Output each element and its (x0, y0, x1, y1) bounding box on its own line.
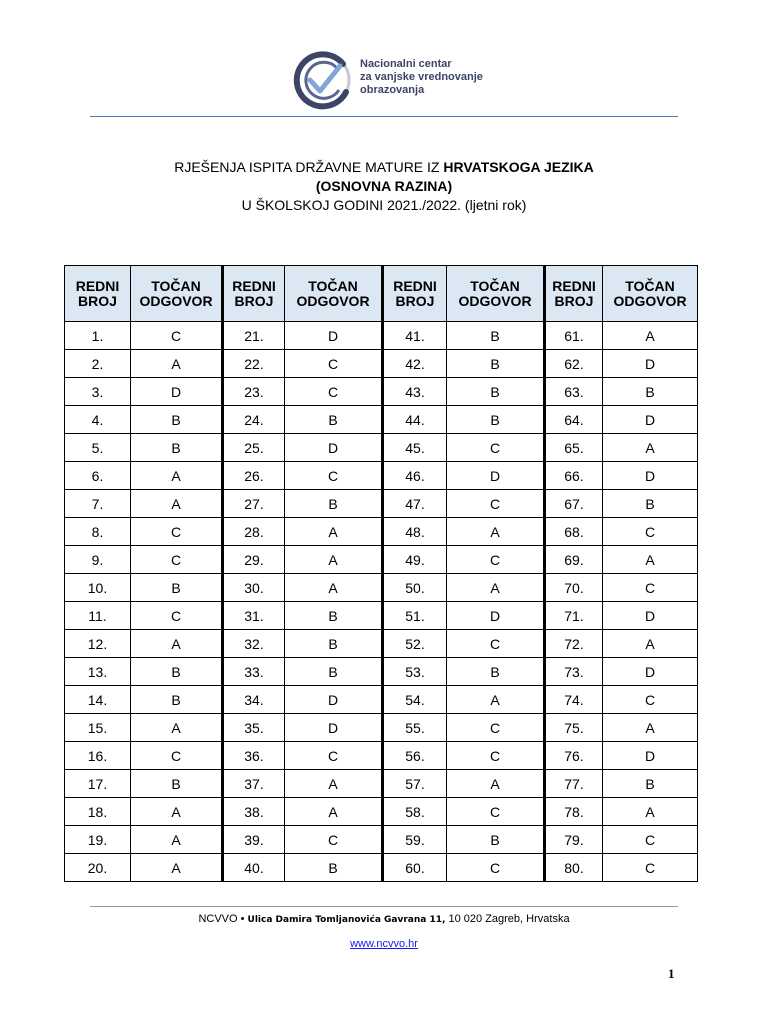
correct-answer-cell: A (447, 518, 545, 546)
correct-answer-cell: C (603, 686, 698, 714)
question-number-cell: 39. (223, 826, 285, 854)
correct-answer-cell: C (285, 826, 383, 854)
correct-answer-cell: D (285, 322, 383, 350)
question-number-cell: 14. (65, 686, 131, 714)
column-header-answer: TOČAN ODGOVOR (603, 266, 698, 322)
correct-answer-cell: A (131, 854, 223, 882)
table-row (65, 378, 698, 406)
question-number-cell: 76. (545, 742, 603, 770)
question-number-cell: 34. (223, 686, 285, 714)
question-number-cell: 33. (223, 658, 285, 686)
table-row (65, 490, 698, 518)
question-number-cell: 36. (223, 742, 285, 770)
title-line-2: (OSNOVNA RAZINA) (315, 178, 453, 194)
table-row (65, 546, 698, 574)
correct-answer-cell: C (285, 378, 383, 406)
header-divider (90, 116, 678, 117)
correct-answer-cell: B (285, 602, 383, 630)
correct-answer-cell: B (285, 854, 383, 882)
correct-answer-cell: D (285, 434, 383, 462)
correct-answer-cell: B (131, 574, 223, 602)
correct-answer-cell: D (447, 602, 545, 630)
table-row (65, 518, 698, 546)
correct-answer-cell: C (603, 854, 698, 882)
correct-answer-cell: D (603, 350, 698, 378)
footer-org: NCVVO (198, 913, 238, 925)
correct-answer-cell: B (285, 490, 383, 518)
question-number-cell: 20. (65, 854, 131, 882)
correct-answer-cell: C (285, 462, 383, 490)
correct-answer-cell: C (131, 518, 223, 546)
question-number-cell: 57. (383, 770, 447, 798)
correct-answer-cell: A (603, 714, 698, 742)
column-header-number: REDNI BROJ (223, 266, 285, 322)
correct-answer-cell: B (131, 406, 223, 434)
question-number-cell: 6. (65, 462, 131, 490)
question-number-cell: 16. (65, 742, 131, 770)
correct-answer-cell: D (285, 686, 383, 714)
correct-answer-cell: A (447, 574, 545, 602)
correct-answer-cell: A (603, 434, 698, 462)
question-number-cell: 67. (545, 490, 603, 518)
correct-answer-cell: B (285, 406, 383, 434)
question-number-cell: 35. (223, 714, 285, 742)
correct-answer-cell: B (285, 630, 383, 658)
correct-answer-cell: B (603, 378, 698, 406)
correct-answer-cell: D (603, 658, 698, 686)
logo-wordmark (360, 58, 483, 97)
correct-answer-cell: A (131, 714, 223, 742)
correct-answer-cell: C (447, 854, 545, 882)
correct-answer-cell: A (131, 630, 223, 658)
question-number-cell: 10. (65, 574, 131, 602)
column-header-number: REDNI BROJ (65, 266, 131, 322)
question-number-cell: 53. (383, 658, 447, 686)
correct-answer-cell: C (131, 546, 223, 574)
correct-answer-cell: B (131, 658, 223, 686)
question-number-cell: 41. (383, 322, 447, 350)
question-number-cell: 40. (223, 854, 285, 882)
correct-answer-cell: B (131, 686, 223, 714)
question-number-cell: 22. (223, 350, 285, 378)
correct-answer-cell: B (603, 490, 698, 518)
table-header-row (65, 266, 698, 322)
title-line-1 (0, 158, 768, 177)
column-header-answer: TOČAN ODGOVOR (285, 266, 383, 322)
question-number-cell: 75. (545, 714, 603, 742)
correct-answer-cell: A (131, 490, 223, 518)
correct-answer-cell: C (447, 546, 545, 574)
question-number-cell: 5. (65, 434, 131, 462)
correct-answer-cell: B (447, 378, 545, 406)
question-number-cell: 25. (223, 434, 285, 462)
footer-address (0, 913, 768, 925)
correct-answer-cell: C (447, 714, 545, 742)
website-link[interactable]: www.ncvvo.hr (350, 938, 418, 950)
correct-answer-cell: C (603, 518, 698, 546)
table-row (65, 826, 698, 854)
correct-answer-cell: D (603, 462, 698, 490)
table-row (65, 798, 698, 826)
column-header-number: REDNI BROJ (545, 266, 603, 322)
question-number-cell: 61. (545, 322, 603, 350)
correct-answer-cell: C (447, 742, 545, 770)
column-header-number: REDNI BROJ (383, 266, 447, 322)
correct-answer-cell: A (603, 630, 698, 658)
question-number-cell: 15. (65, 714, 131, 742)
answer-key-table (64, 265, 698, 882)
question-number-cell: 37. (223, 770, 285, 798)
correct-answer-cell: C (447, 434, 545, 462)
question-number-cell: 65. (545, 434, 603, 462)
correct-answer-cell: C (285, 742, 383, 770)
ncvvo-logo-mark-icon (290, 48, 356, 112)
question-number-cell: 1. (65, 322, 131, 350)
question-number-cell: 18. (65, 798, 131, 826)
question-number-cell: 38. (223, 798, 285, 826)
table-row (65, 658, 698, 686)
correct-answer-cell: D (447, 462, 545, 490)
correct-answer-cell: D (131, 378, 223, 406)
correct-answer-cell: C (603, 826, 698, 854)
table-row (65, 350, 698, 378)
correct-answer-cell: A (603, 322, 698, 350)
correct-answer-cell: A (131, 462, 223, 490)
correct-answer-cell: A (285, 546, 383, 574)
correct-answer-cell: B (447, 826, 545, 854)
question-number-cell: 3. (65, 378, 131, 406)
question-number-cell: 70. (545, 574, 603, 602)
correct-answer-cell: B (285, 658, 383, 686)
question-number-cell: 19. (65, 826, 131, 854)
table-row (65, 770, 698, 798)
table-row (65, 742, 698, 770)
question-number-cell: 49. (383, 546, 447, 574)
correct-answer-cell: C (447, 630, 545, 658)
correct-answer-cell: B (131, 770, 223, 798)
correct-answer-cell: D (603, 602, 698, 630)
question-number-cell: 59. (383, 826, 447, 854)
table-row (65, 630, 698, 658)
question-number-cell: 72. (545, 630, 603, 658)
table-row (65, 686, 698, 714)
question-number-cell: 4. (65, 406, 131, 434)
column-header-answer: TOČAN ODGOVOR (447, 266, 545, 322)
question-number-cell: 62. (545, 350, 603, 378)
correct-answer-cell: A (447, 686, 545, 714)
question-number-cell: 73. (545, 658, 603, 686)
correct-answer-cell: B (447, 322, 545, 350)
question-number-cell: 58. (383, 798, 447, 826)
question-number-cell: 52. (383, 630, 447, 658)
correct-answer-cell: B (447, 350, 545, 378)
correct-answer-cell: A (131, 350, 223, 378)
title-line-3: U ŠKOLSKOJ GODINI 2021./2022. (ljetni rok) (241, 197, 527, 213)
question-number-cell: 7. (65, 490, 131, 518)
title-subject: HRVATSKOGA JEZIKA (443, 159, 594, 175)
question-number-cell: 78. (545, 798, 603, 826)
question-number-cell: 54. (383, 686, 447, 714)
correct-answer-cell: A (603, 546, 698, 574)
table-row (65, 434, 698, 462)
question-number-cell: 66. (545, 462, 603, 490)
question-number-cell: 12. (65, 630, 131, 658)
correct-answer-cell: A (447, 770, 545, 798)
correct-answer-cell: A (131, 798, 223, 826)
question-number-cell: 43. (383, 378, 447, 406)
logo-line-3: obrazovanja (360, 84, 425, 96)
correct-answer-cell: A (285, 574, 383, 602)
question-number-cell: 60. (383, 854, 447, 882)
table-row (65, 574, 698, 602)
question-number-cell: 77. (545, 770, 603, 798)
question-number-cell: 29. (223, 546, 285, 574)
question-number-cell: 44. (383, 406, 447, 434)
answer-key-body (65, 322, 698, 882)
question-number-cell: 45. (383, 434, 447, 462)
correct-answer-cell: A (285, 518, 383, 546)
correct-answer-cell: B (447, 658, 545, 686)
correct-answer-cell: D (603, 406, 698, 434)
question-number-cell: 74. (545, 686, 603, 714)
correct-answer-cell: C (131, 742, 223, 770)
question-number-cell: 17. (65, 770, 131, 798)
footer-street: Ulica Damira Tomljanovića Gavrana 11, (247, 915, 446, 925)
question-number-cell: 11. (65, 602, 131, 630)
question-number-cell: 13. (65, 658, 131, 686)
ncvvo-logo (290, 48, 490, 112)
logo-line-1: Nacionalni centar (360, 58, 452, 70)
correct-answer-cell: B (131, 434, 223, 462)
page-number: 1 (668, 966, 675, 981)
document-title (0, 158, 768, 215)
question-number-cell: 28. (223, 518, 285, 546)
footer-city: 10 020 Zagreb, Hrvatska (445, 913, 570, 925)
question-number-cell: 32. (223, 630, 285, 658)
question-number-cell: 63. (545, 378, 603, 406)
question-number-cell: 30. (223, 574, 285, 602)
question-number-cell: 68. (545, 518, 603, 546)
correct-answer-cell: A (285, 770, 383, 798)
question-number-cell: 21. (223, 322, 285, 350)
question-number-cell: 2. (65, 350, 131, 378)
table-row (65, 714, 698, 742)
question-number-cell: 47. (383, 490, 447, 518)
question-number-cell: 42. (383, 350, 447, 378)
question-number-cell: 26. (223, 462, 285, 490)
question-number-cell: 46. (383, 462, 447, 490)
question-number-cell: 55. (383, 714, 447, 742)
footer-divider (90, 906, 678, 907)
question-number-cell: 48. (383, 518, 447, 546)
correct-answer-cell: D (603, 742, 698, 770)
correct-answer-cell: B (603, 770, 698, 798)
question-number-cell: 31. (223, 602, 285, 630)
question-number-cell: 24. (223, 406, 285, 434)
correct-answer-cell: A (285, 798, 383, 826)
table-row (65, 854, 698, 882)
question-number-cell: 64. (545, 406, 603, 434)
question-number-cell: 80. (545, 854, 603, 882)
correct-answer-cell: C (285, 350, 383, 378)
question-number-cell: 8. (65, 518, 131, 546)
correct-answer-cell: C (131, 602, 223, 630)
question-number-cell: 51. (383, 602, 447, 630)
question-number-cell: 69. (545, 546, 603, 574)
question-number-cell: 71. (545, 602, 603, 630)
question-number-cell: 23. (223, 378, 285, 406)
table-row (65, 462, 698, 490)
correct-answer-cell: C (447, 490, 545, 518)
title-prefix: RJEŠENJA ISPITA DRŽAVNE MATURE IZ (174, 159, 444, 175)
logo-line-2: za vanjske vrednovanje (360, 71, 483, 83)
question-number-cell: 79. (545, 826, 603, 854)
correct-answer-cell: C (603, 574, 698, 602)
correct-answer-cell: B (447, 406, 545, 434)
table-row (65, 602, 698, 630)
correct-answer-cell: A (603, 798, 698, 826)
table-row (65, 322, 698, 350)
table-row (65, 406, 698, 434)
correct-answer-cell: C (447, 798, 545, 826)
column-header-answer: TOČAN ODGOVOR (131, 266, 223, 322)
question-number-cell: 27. (223, 490, 285, 518)
correct-answer-cell: D (285, 714, 383, 742)
footer-separator: • (237, 913, 248, 925)
question-number-cell: 9. (65, 546, 131, 574)
question-number-cell: 50. (383, 574, 447, 602)
correct-answer-cell: C (131, 322, 223, 350)
correct-answer-cell: A (131, 826, 223, 854)
question-number-cell: 56. (383, 742, 447, 770)
